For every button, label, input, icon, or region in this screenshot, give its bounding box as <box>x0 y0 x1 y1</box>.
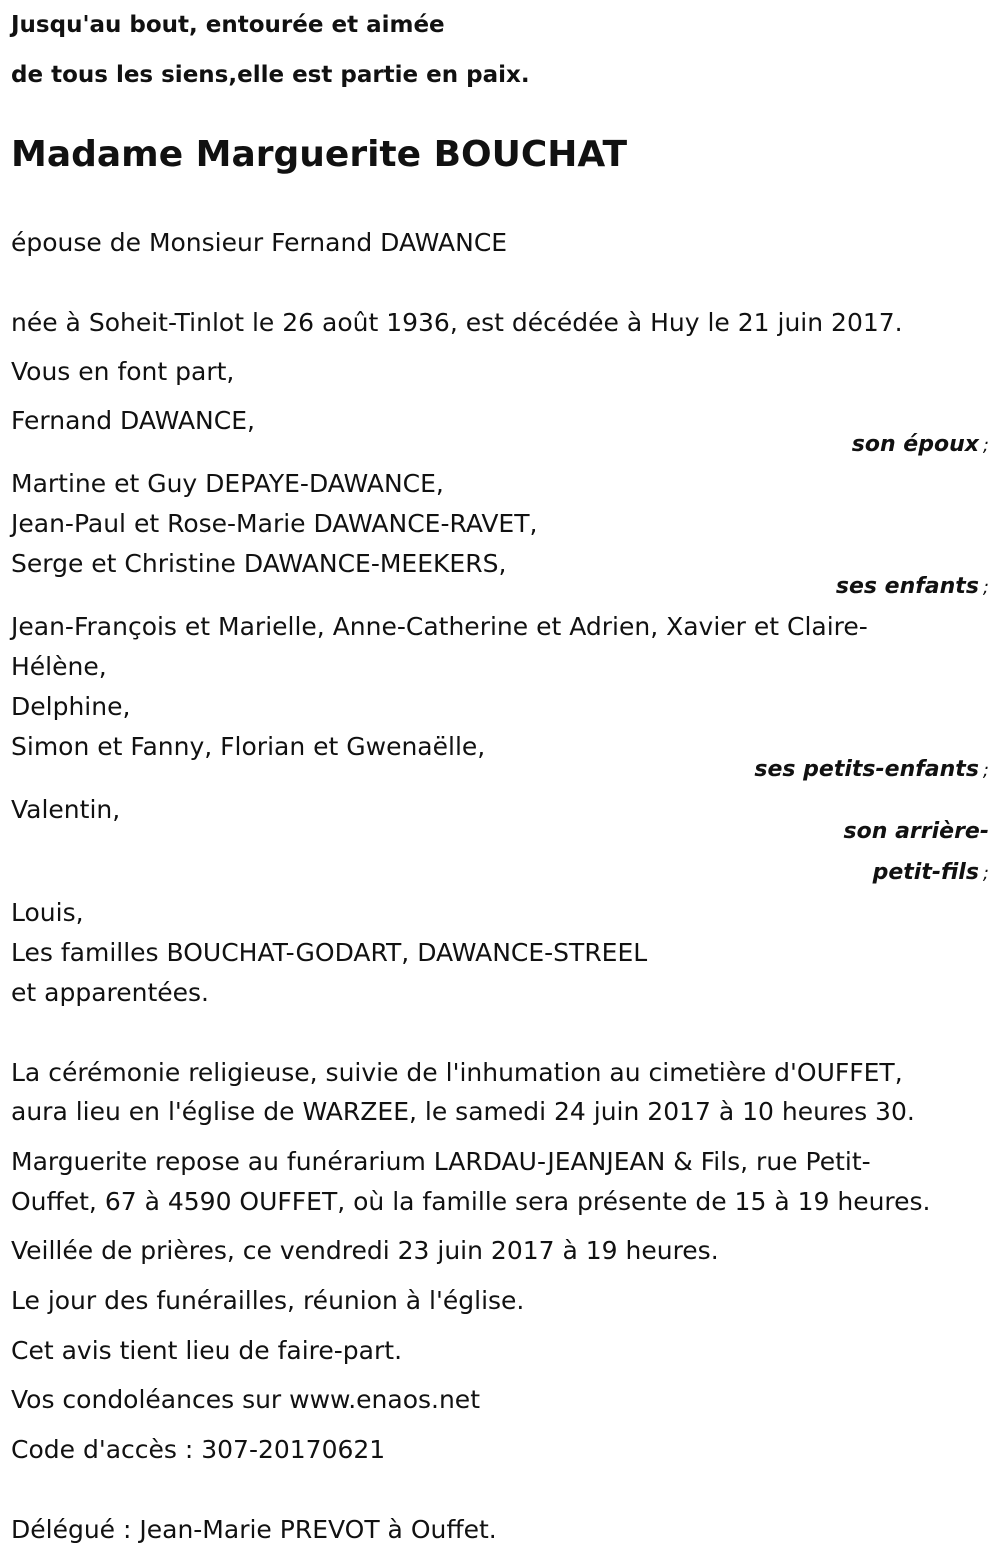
deceased-name: Madame Marguerite BOUCHAT <box>11 134 628 175</box>
relation-text: ses enfants <box>835 574 979 599</box>
relation-separator: ; <box>982 435 989 456</box>
announcer-line: Martine et Guy DEPAYE-DAWANCE, <box>11 469 444 498</box>
relation-separator: ; <box>982 760 989 781</box>
relation-label-grandchildren <box>754 756 989 785</box>
announcer-line: Fernand DAWANCE, <box>11 406 255 435</box>
family-line: et apparentées. <box>11 978 209 1007</box>
vigil-line: Veillée de prières, ce vendredi 23 juin 2017 à 19 heures. <box>11 1236 719 1265</box>
family-line: Louis, <box>11 898 84 927</box>
delegate-line: Délégué : Jean-Marie PREVOT à Ouffet. <box>11 1515 497 1544</box>
announcer-line: Delphine, <box>11 692 131 721</box>
family-line: Les familles BOUCHAT-GODART, DAWANCE-STREEL <box>11 938 648 967</box>
relation-label-children <box>836 573 989 602</box>
meeting-line: Le jour des funérailles, réunion à l'église. <box>11 1286 525 1315</box>
funerarium-line: Ouffet, 67 à 4590 OUFFET, où la famille sera présente de 15 à 19 heures. <box>11 1187 931 1216</box>
ceremony-line: La cérémonie religieuse, suivie de l'inhumation au cimetière d'OUFFET, <box>11 1058 903 1087</box>
announcer-line: Valentin, <box>11 795 121 824</box>
announcer-line: Hélène, <box>11 652 107 681</box>
spouse-line: épouse de Monsieur Fernand DAWANCE <box>11 228 508 257</box>
relation-text: son époux <box>851 432 979 457</box>
dates-line: née à Soheit-Tinlot le 26 août 1936, est décédée à Huy le 21 juin 2017. <box>11 308 903 337</box>
relation-label-great-grandson-1 <box>844 818 989 846</box>
relation-label-spouse <box>852 431 989 460</box>
announcer-line: Jean-François et Marielle, Anne-Catherine et Adrien, Xavier et Claire- <box>11 612 868 641</box>
relation-text: son arrière- <box>843 819 989 844</box>
relation-label-great-grandson-2 <box>873 859 989 888</box>
announcer-line: Serge et Christine DAWANCE-MEEKERS, <box>11 549 507 578</box>
relation-text: petit-fils <box>872 860 979 885</box>
intro-line-1: Jusqu'au bout, entourée et aimée <box>11 12 445 38</box>
funerarium-line: Marguerite repose au funérarium LARDAU-JEANJEAN & Fils, rue Petit- <box>11 1147 871 1176</box>
condolences-line: Vos condoléances sur www.enaos.net <box>11 1385 480 1414</box>
announcer-line: Simon et Fanny, Florian et Gwenaëlle, <box>11 732 486 761</box>
relation-separator: ; <box>982 863 989 884</box>
announcers-intro: Vous en font part, <box>11 357 235 386</box>
intro-line-2: de tous les siens,elle est partie en paix. <box>11 62 530 88</box>
notice-line: Cet avis tient lieu de faire-part. <box>11 1336 403 1365</box>
access-code-line: Code d'accès : 307-20170621 <box>11 1435 386 1464</box>
relation-separator: ; <box>982 577 989 598</box>
announcer-line: Jean-Paul et Rose-Marie DAWANCE-RAVET, <box>11 509 538 538</box>
relation-text: ses petits-enfants <box>754 757 979 782</box>
ceremony-line: aura lieu en l'église de WARZEE, le samedi 24 juin 2017 à 10 heures 30. <box>11 1097 915 1126</box>
